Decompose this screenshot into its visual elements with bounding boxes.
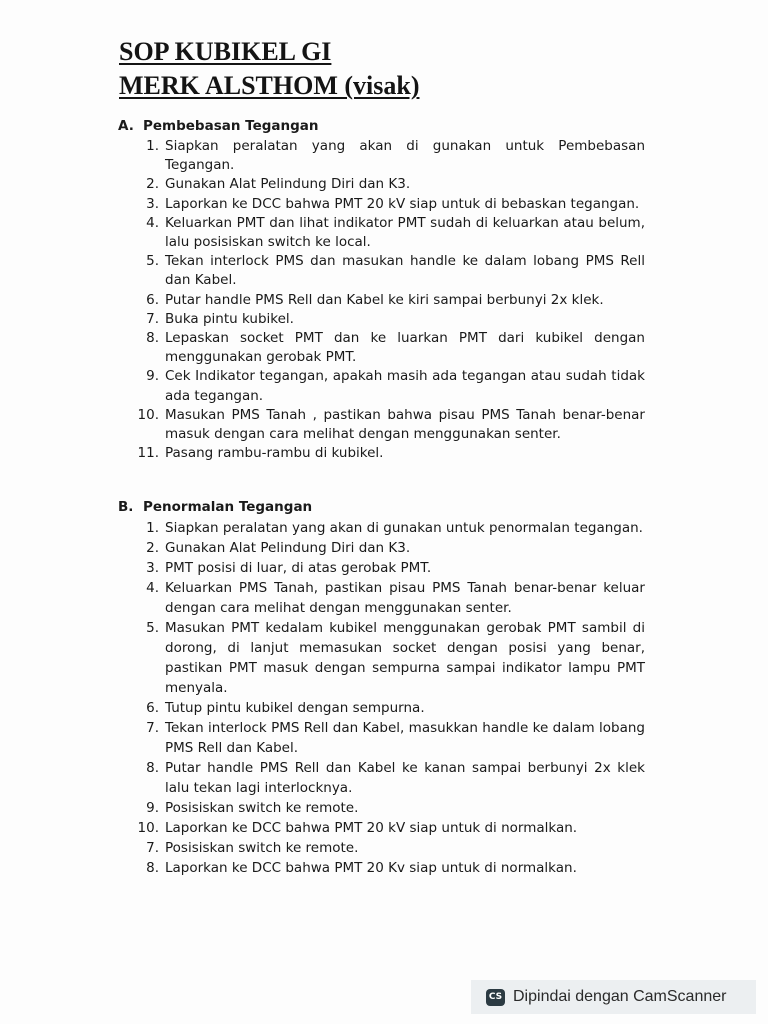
list-item bbox=[118, 618, 658, 698]
step-number: 5. bbox=[146, 620, 159, 636]
section-penormalan-tegangan bbox=[118, 498, 658, 878]
step-list bbox=[118, 518, 658, 878]
document-title-line1: SOP KUBIKEL GI bbox=[119, 37, 332, 66]
step-number: 7. bbox=[146, 840, 159, 856]
step-text: Gunakan Alat Pelindung Diri dan K3. bbox=[165, 176, 411, 193]
step-number: 10. bbox=[137, 820, 159, 836]
list-item bbox=[118, 175, 658, 194]
step-number: 5. bbox=[146, 253, 159, 270]
camscanner-watermark bbox=[471, 980, 756, 1014]
step-number: 7. bbox=[146, 720, 159, 736]
step-text: Putar handle PMS Rell dan Kabel ke kanan sampai berbunyi 2x klek lalu tekan lagi interlocknya. bbox=[165, 760, 645, 796]
list-item bbox=[118, 406, 658, 444]
list-item bbox=[118, 818, 658, 838]
step-text: Buka pintu kubikel. bbox=[165, 310, 294, 327]
step-number: 8. bbox=[146, 330, 159, 347]
list-item bbox=[118, 578, 658, 618]
list-item bbox=[118, 329, 658, 367]
list-item bbox=[118, 310, 658, 329]
list-item bbox=[118, 718, 658, 758]
step-number: 4. bbox=[146, 580, 159, 596]
step-number: 8. bbox=[146, 760, 159, 776]
step-text: PMT posisi di luar, di atas gerobak PMT. bbox=[165, 560, 432, 576]
list-item bbox=[118, 444, 658, 463]
list-item bbox=[118, 291, 658, 310]
step-text: Tekan interlock PMS Rell dan Kabel, masukkan handle ke dalam lobang PMS Rell dan Kabel. bbox=[165, 720, 645, 756]
step-number: 8. bbox=[146, 860, 159, 876]
step-text: Posisiskan switch ke remote. bbox=[165, 840, 359, 856]
step-number: 1. bbox=[146, 138, 159, 154]
step-text: Siapkan peralatan yang akan di gunakan untuk penormalan tegangan. bbox=[165, 520, 643, 536]
step-number: 2. bbox=[146, 540, 159, 556]
step-number: 1. bbox=[146, 520, 159, 536]
step-text: Masukan PMT kedalam kubikel menggunakan gerobak PMT sambil di dorong, di lanjut memasukan socket dengan posisi yang benar, pastikan PMT masuk dengan sempurna sampai indikator lampu PMT menyala. bbox=[165, 620, 645, 696]
section-heading bbox=[118, 498, 658, 517]
step-number: 10. bbox=[137, 406, 159, 423]
section-letter: A. bbox=[118, 118, 134, 134]
step-number: 3. bbox=[146, 195, 159, 212]
step-number: 9. bbox=[146, 368, 159, 385]
camscanner-logo-icon: CS bbox=[486, 989, 505, 1006]
list-item bbox=[118, 252, 658, 290]
step-text: Putar handle PMS Rell dan Kabel ke kiri sampai berbunyi 2x klek. bbox=[165, 291, 604, 308]
step-text: Pasang rambu-rambu di kubikel. bbox=[165, 445, 384, 462]
step-text: Laporkan ke DCC bahwa PMT 20 Kv siap untuk di normalkan. bbox=[165, 860, 577, 876]
step-text: Posisiskan switch ke remote. bbox=[165, 800, 359, 816]
list-item bbox=[118, 538, 658, 558]
step-number: 6. bbox=[146, 700, 159, 716]
step-text: Tutup pintu kubikel dengan sempurna. bbox=[165, 700, 425, 716]
camscanner-label: Dipindai dengan CamScanner bbox=[513, 988, 727, 1005]
section-heading-text: Pembebasan Tegangan bbox=[143, 118, 319, 134]
step-number: 6. bbox=[146, 291, 159, 308]
step-text: Lepaskan socket PMT dan ke luarkan PMT dari kubikel dengan menggunakan gerobak PMT. bbox=[165, 330, 645, 366]
list-item bbox=[118, 367, 658, 405]
step-text: Siapkan peralatan yang akan di gunakan untuk Pembebasan Tegangan. bbox=[165, 138, 645, 174]
list-item bbox=[118, 137, 658, 175]
step-list bbox=[118, 137, 658, 463]
step-number: 7. bbox=[146, 310, 159, 327]
section-heading bbox=[118, 117, 658, 136]
step-text: Tekan interlock PMS dan masukan handle ke dalam lobang PMS Rell dan Kabel. bbox=[165, 253, 645, 289]
list-item bbox=[118, 698, 658, 718]
list-item bbox=[118, 558, 658, 578]
document-title-line2: MERK ALSTHOM (visak) bbox=[119, 71, 420, 100]
list-item bbox=[118, 195, 658, 214]
step-text: Keluarkan PMT dan lihat indikator PMT sudah di keluarkan atau belum, lalu posisiskan switch ke local. bbox=[165, 214, 645, 251]
step-text: Masukan PMS Tanah , pastikan bahwa pisau PMS Tanah benar-benar masuk dengan cara melihat dengan menggunakan senter. bbox=[165, 406, 645, 443]
list-item bbox=[118, 214, 658, 252]
step-text: Gunakan Alat Pelindung Diri dan K3. bbox=[165, 540, 411, 556]
step-number: 9. bbox=[146, 800, 159, 816]
list-item bbox=[118, 858, 658, 878]
list-item bbox=[118, 758, 658, 798]
step-number: 4. bbox=[146, 214, 159, 231]
step-text: Laporkan ke DCC bahwa PMT 20 kV siap untuk di bebaskan tegangan. bbox=[165, 195, 640, 212]
section-letter: B. bbox=[118, 499, 134, 515]
section-pembebasan-tegangan bbox=[118, 117, 658, 463]
step-number: 3. bbox=[146, 560, 159, 576]
section-heading-text: Penormalan Tegangan bbox=[143, 499, 313, 515]
step-text: Laporkan ke DCC bahwa PMT 20 kV siap untuk di normalkan. bbox=[165, 820, 578, 836]
step-number: 2. bbox=[146, 176, 159, 193]
step-text: Keluarkan PMS Tanah, pastikan pisau PMS Tanah benar-benar keluar dengan cara melihat dengan menggunakan senter. bbox=[165, 580, 645, 616]
list-item bbox=[118, 798, 658, 818]
step-text: Cek Indikator tegangan, apakah masih ada tegangan atau sudah tidak ada tegangan. bbox=[165, 368, 645, 404]
step-number: 11. bbox=[137, 445, 159, 462]
list-item bbox=[118, 518, 658, 538]
list-item bbox=[118, 838, 658, 858]
